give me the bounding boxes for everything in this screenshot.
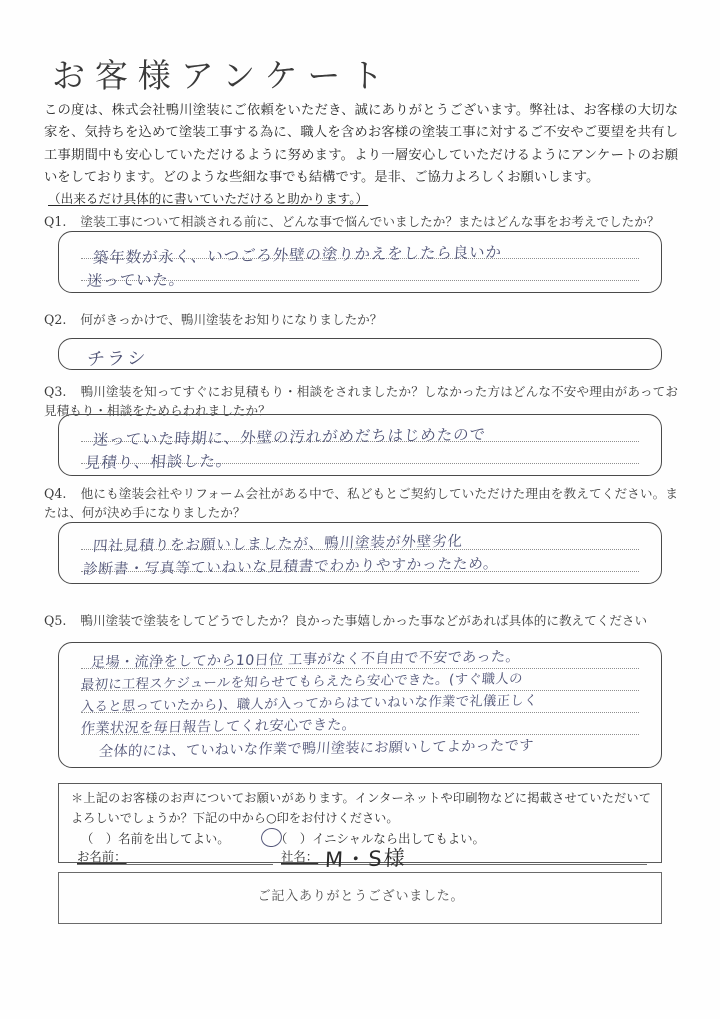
handwriting-q5-line1: 足場・流浄をしてから10日位 工事がなく不自由で不安であった。 (90, 649, 521, 671)
question-text-q1: 塗装工事について相談される前に、どんな事で悩んでいましたか？またはどんな事をお考えでしたか？ (80, 214, 660, 229)
question-number-q1: Q1. (44, 214, 67, 229)
answer-box-q2[interactable] (58, 338, 662, 370)
handwriting-q4-line1: 四社見積りをお願いしましたが、鴨川塗装が外壁劣化 (92, 532, 464, 555)
answer-box-q1[interactable] (58, 231, 662, 293)
question-number-q5: Q5. (44, 613, 67, 628)
handwriting-q5-line3: 入ると思っていたから)、職人が入ってからはていねいな作業で礼儀正しく (80, 693, 539, 715)
question-text-q2: 何がきっかけで、鴨川塗装をお知りになりましたか？ (80, 312, 383, 327)
thanks-text: ご記入ありがとうございました。 (257, 889, 465, 904)
question-text-q4: 他にも塗装会社やリフォーム会社がある中で、私どもとご契約していただけた理由を教えてください。または、何が決め手になりましたか？ (44, 486, 678, 520)
handwriting-q2-line1: チラシ (86, 348, 149, 370)
company-label: 社名： (281, 850, 319, 864)
question-label-q1 (44, 212, 678, 231)
handwriting-q5-line5: 全体的には、ていねいな作業で鴨川塗装にお願いしてよかったです (98, 737, 535, 760)
handwriting-q1-line2: 迷っていた。 (86, 270, 186, 290)
company-value: M・S様 (324, 846, 408, 872)
answer-box-q3[interactable] (58, 414, 662, 476)
question-label-q5 (44, 611, 678, 630)
question-text-q3: 鴨川塗装を知ってすぐにお見積もり・相談をされましたか？しなかった方はどんな不安や理由があってお見積もり・相談をためらわれましたか？ (44, 384, 678, 418)
intro-note: （出来るだけ具体的に書いていただけると助かります。） (48, 192, 369, 206)
handwriting-q4-line2: 診断書・写真等ていねいな見積書でわかりやすかったため。 (82, 555, 500, 578)
consent-text: ＊上記のお客様のお声についてお願いがあります。インターネットや印刷物などに掲載させていただいてよろしいでしょうか？下記の中から○印をお付けください。 (71, 791, 651, 825)
page-title: お客様アンケート (52, 56, 394, 95)
consent-option-name[interactable]: （ ）名前を出してよい。 (81, 832, 230, 846)
answer-box-q4[interactable] (58, 522, 662, 584)
question-number-q2: Q2. (44, 312, 67, 327)
question-label-q2 (44, 310, 678, 329)
handwriting-q1-line1: 築年数が永く、いつごろ外壁の塗りかえをしたら良いか (92, 243, 503, 267)
question-label-q4 (44, 484, 678, 522)
name-input-rule[interactable] (77, 864, 273, 865)
name-row (77, 846, 647, 872)
name-label: お名前： (77, 850, 127, 864)
consent-block (58, 783, 662, 872)
intro-paragraph: この度は、株式会社鴨川塗装にご依頼をいただき、誠にありがとうございます。弊社は、お客様の大切な家を、気持ちを込めて塗装工事する為に、職人を含めお客様の塗装工事に対するご不安やご要望を共有し工事期間中も安心していただけるように努めます。より一層安心していただけるようにアンケートのお願いをしております。どのような些細な事でも結構です。是非、ご協力よろしくお願いします。 (44, 103, 678, 186)
question-number-q3: Q3. (44, 384, 67, 399)
question-number-q4: Q4. (44, 486, 67, 501)
thanks-box (58, 872, 662, 924)
answer-box-q5[interactable] (58, 642, 662, 768)
question-text-q5: 鴨川塗装で塗装をしてどうでしたか？良かった事嬉しかった事などがあれば具体的に教えてください (80, 613, 648, 628)
consent-option-initial[interactable]: （ ）イニシャルなら出してもよい。 (275, 832, 485, 846)
handwriting-q5-line2: 最初に工程スケジュールを知らせてもらえたら安心できた。(すぐ職人の (80, 671, 524, 693)
handwriting-q3-line1: 迷っていた時期に、外壁の汚れがめだちはじめたので (92, 425, 487, 449)
handwriting-q5-line4: 作業状況を毎日報告してくれ安心できた。 (80, 717, 357, 737)
handwriting-q3-line2: 見積り、相談した。 (84, 451, 233, 472)
